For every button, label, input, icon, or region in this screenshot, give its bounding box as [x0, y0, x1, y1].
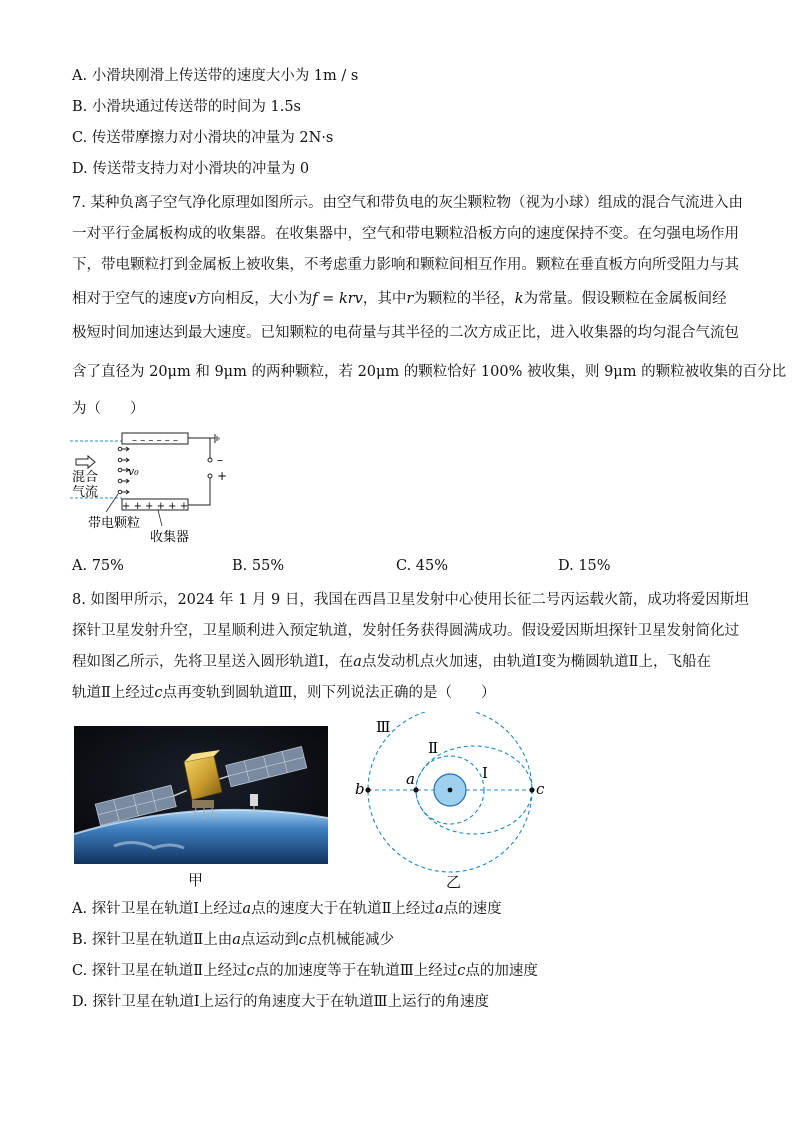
- formula-f: f = krv: [312, 291, 363, 307]
- terminal-negative-label: –: [217, 453, 223, 467]
- q8-text-line1: 8. 如图甲所示，2024 年 1 月 9 日，我国在西昌卫星发射中心使用长征二号丙运载火箭，成功将爱因斯坦: [72, 592, 749, 608]
- mixed-flow-label-1: 混合: [72, 470, 99, 485]
- point-a: a: [353, 654, 362, 670]
- collector-diagram: [66, 426, 256, 548]
- q7-option-a: A. 75%: [72, 558, 124, 574]
- q7-text-line3: 下，带电颗粒打到金属板上被收集，不考虑重力影响和颗粒间相互作用。颗粒在垂直板方向所受阻力与其: [72, 257, 739, 273]
- q8-l4-part-a: 轨道Ⅱ上经过: [72, 685, 155, 701]
- q7-l4-part-c: ，其中: [362, 291, 407, 307]
- q8-c-point2: c: [457, 963, 466, 979]
- q8-a-part1: A. 探针卫星在轨道Ⅰ上经过: [72, 901, 243, 917]
- point-c-label: c: [536, 780, 545, 798]
- q8-a-part3: 点的速度: [443, 901, 502, 917]
- q6-option-d: D. 传送带支持力对小滑块的冲量为 0: [72, 161, 310, 177]
- orbit-diagram: [346, 712, 556, 888]
- collector-label: 收集器: [150, 530, 190, 545]
- v0-label: v₀: [128, 465, 139, 478]
- q7-option-b: B. 55%: [232, 558, 285, 574]
- q7-l4-part-e: 为常量。假设颗粒在金属板间经: [523, 291, 727, 307]
- q8-b-point: a: [232, 932, 241, 948]
- q8-option-b: [72, 930, 394, 950]
- q8-b-part1: B. 探针卫星在轨道Ⅱ上由: [72, 932, 233, 948]
- var-k: k: [514, 291, 524, 307]
- planet-center: [448, 788, 453, 793]
- q7-l4-part-d: 为颗粒的半径，: [413, 291, 515, 307]
- point-c-dot: [529, 787, 534, 792]
- q8-a-part2: 点的速度大于在轨道Ⅱ上经过: [251, 901, 435, 917]
- q6-option-c: C. 传送带摩擦力对小滑块的冲量为 2N·s: [72, 130, 334, 146]
- point-c: c: [154, 685, 163, 701]
- q7-l4-part-a: 相对于空气的速度: [72, 291, 188, 307]
- q7-text-line5: 极短时间加速达到最大速度。已知颗粒的电荷量与其半径的二次方成正比，进入收集器的均匀混合气流包: [72, 325, 739, 341]
- orbit-I-label: Ⅰ: [482, 764, 488, 782]
- q8-c-part3: 点的加速度: [465, 963, 538, 979]
- mixed-flow-label-2: 气流: [72, 485, 99, 500]
- q8-l3-part-b: 点发动机点火加速，由轨道Ⅰ变为椭圆轨道Ⅱ上，飞船在: [361, 654, 711, 670]
- q8-option-a: [72, 899, 502, 919]
- var-r: r: [406, 291, 414, 307]
- q8-text-line3: [72, 652, 711, 672]
- q6-option-b: B. 小滑块通过传送带的时间为 1.5s: [72, 99, 301, 115]
- wire-bottom: [188, 478, 210, 505]
- figure-jia-label: 甲: [188, 871, 204, 889]
- top-plate-charges: – – – – – –: [132, 435, 178, 446]
- q8-l4-part-b: 点再变轨到圆轨道Ⅲ，则下列说法正确的是（ ）: [162, 685, 496, 701]
- wire-top: [188, 438, 210, 458]
- orbit-III-label: Ⅲ: [376, 718, 391, 736]
- orbit-II-label: Ⅱ: [428, 739, 439, 757]
- terminal-positive: [208, 474, 212, 478]
- satellite-photo: [74, 726, 328, 864]
- bottom-plate-charges: + + + + + +: [121, 501, 189, 512]
- q8-b-point2: c: [298, 932, 308, 948]
- terminal-negative: [208, 458, 212, 462]
- figure-yi-label: 乙: [446, 873, 462, 891]
- q8-c-point: c: [246, 963, 255, 979]
- q8-c-part2: 点的加速度等于在轨道Ⅲ上经过: [254, 963, 458, 979]
- var-v: v: [188, 291, 197, 307]
- q7-text-line2: 一对平行金属板构成的收集器。在收集器中，空气和带电颗粒沿板方向的速度保持不变。在匀强电场作用: [72, 226, 739, 242]
- q8-text-line4: [72, 683, 495, 703]
- particle-leader-line: [106, 494, 118, 512]
- terminal-positive-label: +: [217, 469, 228, 483]
- q7-text-line4: [72, 289, 727, 309]
- q8-a-point: a: [242, 901, 252, 917]
- point-a-dot: [413, 787, 418, 792]
- q8-text-line2: 探针卫星发射升空，卫星顺利进入预定轨道，发射任务获得圆满成功。假设爱因斯坦探针卫星发射简化过: [72, 623, 739, 639]
- q7-option-d: D. 15%: [558, 558, 611, 574]
- q7-l4-part-b: 方向相反，大小为: [196, 291, 313, 307]
- particle-label: 带电颗粒: [88, 516, 141, 531]
- q7-text-line7: 为（ ）: [72, 401, 145, 417]
- q7-text-line1: 7. 某种负离子空气净化原理如图所示。由空气和带负电的灰尘颗粒物（视为小球）组成的混合气流进入由: [72, 195, 743, 211]
- point-b-label: b: [355, 780, 365, 798]
- q8-b-part2: 点运动到: [240, 932, 299, 948]
- q8-c-part1: C. 探针卫星在轨道Ⅱ上经过: [72, 963, 247, 979]
- collector-leader-line: [158, 510, 162, 526]
- q6-option-a: A. 小滑块刚滑上传送带的速度大小为 1m / s: [72, 68, 359, 84]
- inflow-arrow-icon: [76, 456, 95, 468]
- q8-option-c: [72, 961, 538, 981]
- point-a-label: a: [406, 770, 415, 788]
- q8-b-part3: 点机械能减少: [307, 932, 395, 948]
- q8-option-d: D. 探针卫星在轨道Ⅰ上运行的角速度大于在轨道Ⅲ上运行的角速度: [72, 994, 490, 1010]
- q7-option-c: C. 45%: [396, 558, 449, 574]
- q7-text-line6: 含了直径为 20μm 和 9μm 的两种颗粒，若 20μm 的颗粒恰好 100% 被收集，则 9μm 的颗粒被收集的百分比: [72, 364, 787, 380]
- q8-l3-part-a: 程如图乙所示，先将卫星送入圆形轨道Ⅰ，在: [72, 654, 354, 670]
- point-b-dot: [365, 787, 370, 792]
- q8-a-point2: a: [434, 901, 444, 917]
